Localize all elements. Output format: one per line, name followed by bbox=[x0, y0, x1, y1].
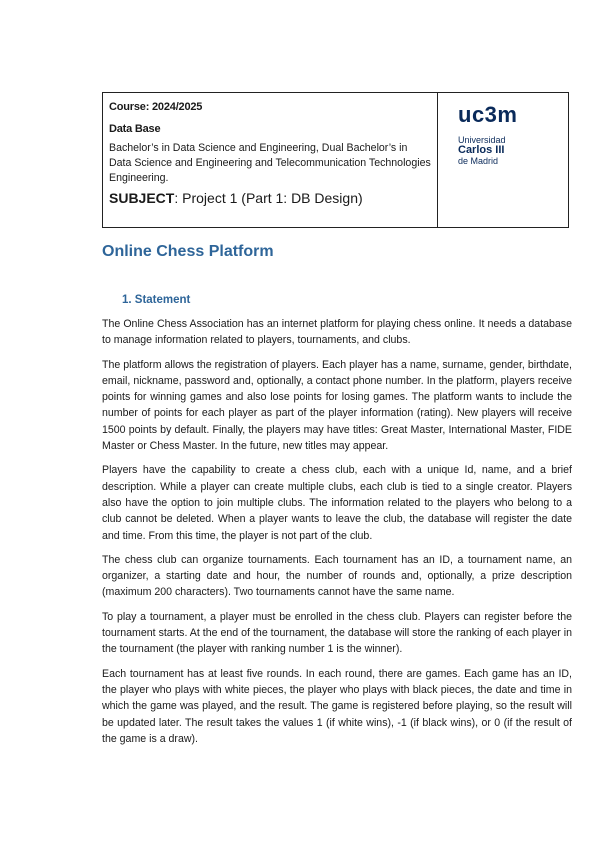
paragraph: Players have the capability to create a chess club, each with a unique Id, name, and a brief description. While a player can create multiple clubs, each club is tied to a single creator. Players also have the option to join multiple clubs. The information related to the players who belong to a club cannot be deleted. When a player wants to leave the club, the database will register the date and time. From this time, the player is not part of the club. bbox=[102, 464, 572, 542]
subject-value: : Project 1 (Part 1: DB Design) bbox=[174, 189, 363, 206]
paragraph: The platform allows the registration of players. Each player has a name, surname, gender, birthdate, email, nickname, password and, optionally, a contact phone number. In the platform, players receive points for winning games and also lose points for losing games. The platform wants to include the number of points for each player as part of the player information (rating). New players will receive 1500 points by default. Finally, the players may have titles: Great Master, International Master, FIDE Master or Chess Master. In the future, new titles may appear. bbox=[102, 358, 572, 453]
document-title: Online Chess Platform bbox=[102, 243, 274, 260]
course-year: Course: 2024/2025 bbox=[109, 101, 203, 113]
university-logo bbox=[438, 93, 568, 227]
subject-line bbox=[109, 190, 431, 206]
header-table bbox=[102, 92, 569, 228]
subject-label: SUBJECT bbox=[109, 189, 175, 206]
section-heading: 1. Statement bbox=[122, 294, 191, 306]
paragraph: To play a tournament, a player must be enrolled in the chess club. Players can register before the tournament starts. At the end of the tournament, the database will store the ranking of each player in the tournament (the player with ranking number 1 is the winner). bbox=[102, 610, 572, 656]
logo-line-carlos: Carlos III bbox=[458, 144, 505, 156]
degree-description: Bachelor’s in Data Science and Engineering, Dual Bachelor’s in Data Science and Engineering and Telecommunication Technologies Engineering. bbox=[109, 142, 431, 185]
course-info-cell bbox=[103, 93, 438, 227]
logo-line-universidad: Universidad bbox=[458, 135, 506, 145]
subject-area: Data Base bbox=[109, 123, 161, 135]
paragraph: Each tournament has at least five rounds. In each round, there are games. Each game has an ID, the player who plays with white pieces, the player who plays with black pieces, the date and time in which the game was played, and the result. The game is registered before playing, so the result will be updated later. The result takes the values 1 (if white wins), -1 (if black wins), or 0 (if the result of the game is a draw). bbox=[102, 667, 572, 745]
logo-line-madrid: de Madrid bbox=[458, 156, 499, 166]
paragraph: The Online Chess Association has an internet platform for playing chess online. It needs a database to manage information related to players, tournaments, and clubs. bbox=[102, 318, 572, 347]
paragraph: The chess club can organize tournaments. Each tournament has an ID, a tournament name, an organizer, a starting date and hour, the number of rounds and, optionally, a prize description (maximum 200 characters). Two tournaments cannot have the same name. bbox=[102, 553, 572, 599]
body-text bbox=[102, 316, 572, 755]
uc3m-logo-mark: uc3m bbox=[458, 102, 518, 127]
